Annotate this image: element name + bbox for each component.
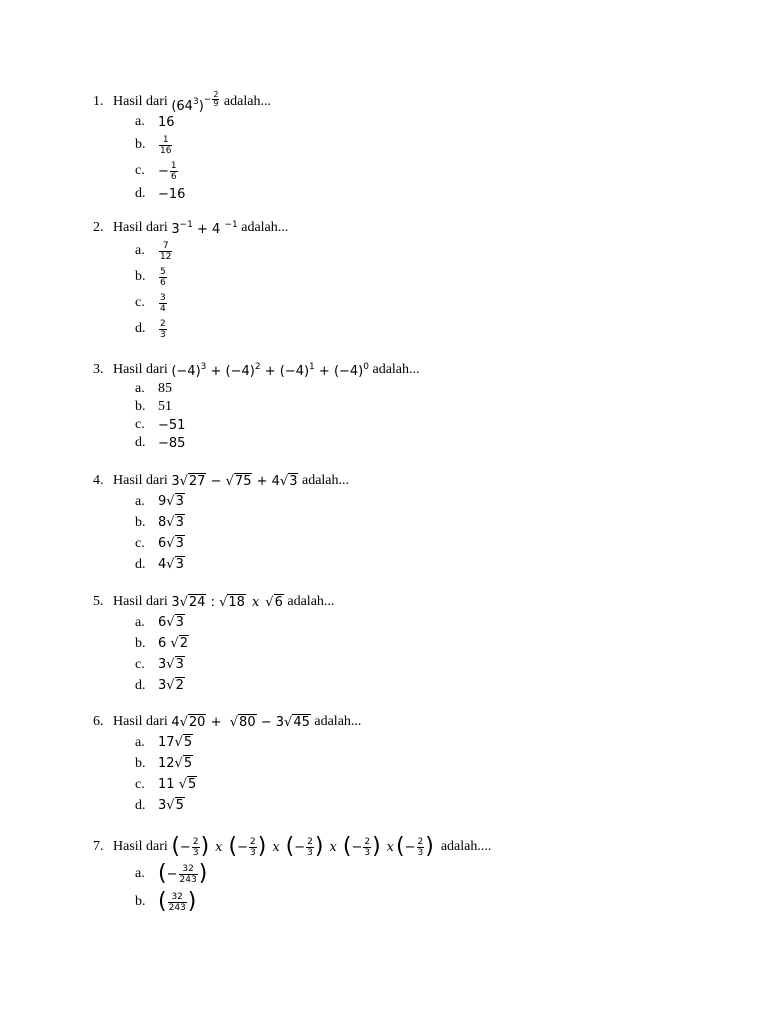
option-b[interactable]: b. 6 √2 [135, 635, 188, 651]
option-a[interactable]: a. 16 [135, 114, 175, 130]
option-d[interactable]: d. 4√3 [135, 556, 184, 572]
option-b[interactable]: b. $\frac{1}{16}$ [135, 134, 172, 156]
question-2 [93, 218, 288, 342]
option-value: −16 [158, 186, 186, 202]
option-b[interactable]: b. ( $\frac{32}{243}$ ) [135, 889, 197, 914]
option-a[interactable]: a. 85 [135, 381, 172, 396]
option-value: 16 [158, 114, 175, 130]
option-c[interactable]: c. 11 √5 [135, 776, 197, 792]
question-5-stem: 5. Hasil dari 3√24 : √18 x √6 adalah... [93, 594, 335, 610]
question-3 [93, 360, 420, 452]
option-b[interactable]: b. 51 [135, 399, 172, 414]
expression: 3√24 : √18 x √6 [171, 594, 283, 610]
option-c[interactable]: c. 3√3 [135, 656, 184, 672]
option-b[interactable]: b. 12√5 [135, 755, 193, 771]
option-d[interactable]: d. 3√2 [135, 677, 184, 693]
option-a[interactable]: a. ( − $\frac{32}{243}$ ) [135, 861, 208, 886]
option-a[interactable]: a. 17√5 [135, 734, 193, 750]
question-1 [93, 89, 271, 204]
question-lead: Hasil dari [113, 94, 168, 109]
option-b[interactable]: b. 8√3 [135, 514, 184, 530]
option-c[interactable]: c. − $\frac{1}{6}$ [135, 160, 177, 182]
option-d[interactable]: d. −16 [135, 186, 186, 202]
fraction: $\frac{1}{6}$ [170, 160, 177, 182]
question-4-stem: 4. Hasil dari 3√27 − √75 + 4√3 adalah... [93, 473, 350, 489]
question-2-stem: 2. Hasil dari $3^{-1} + 4$ $^{-1}$ adalah... [93, 219, 289, 237]
question-tail: adalah... [223, 94, 271, 109]
option-a[interactable]: a. $\frac{7}{12}$ [135, 240, 172, 262]
option-d[interactable]: d. −85 [135, 435, 186, 451]
question-4 [93, 471, 349, 575]
expression: 3√27 − √75 + 4√3 [171, 473, 298, 489]
expression: $3^{-1} + 4$ $^{-1}$ [171, 219, 238, 237]
option-c[interactable]: c. $\frac{3}{4}$ [135, 292, 166, 314]
option-c[interactable]: c. −51 [135, 417, 186, 433]
question-7 [93, 834, 491, 916]
expression: $(64^3)^{- \frac{2}{9}}$ [171, 89, 219, 114]
question-6-stem: 6. Hasil dari 4√20 + √80 − 3√45 adalah... [93, 714, 362, 730]
option-c[interactable]: c. 6√3 [135, 535, 184, 551]
question-1-stem [93, 89, 271, 114]
question-7-stem: 7. Hasil dari ( − $\frac{2}{3}$ ) x ( − $\frac{2}{3}$ ) x ( − $\frac{2}{3}$ ) x ( − $\frac{2}{3}$ ) x ( − $\frac{2}{3}$ ) adalah.... [93, 834, 492, 859]
question-6 [93, 712, 361, 816]
option-a[interactable]: a. 9√3 [135, 493, 184, 509]
option-d[interactable]: d. 3√5 [135, 797, 184, 813]
question-5 [93, 592, 334, 696]
option-b[interactable]: b. $\frac{5}{6}$ [135, 266, 166, 288]
fraction: $\frac{1}{16}$ [160, 134, 172, 156]
expression: $(-4)^3 + (-4)^2 + (-4)^1 + (-4)^0$ [171, 361, 369, 379]
question-3-stem: 3. Hasil dari $(-4)^3 + (-4)^2 + (-4)^1 + (-4)^0$ adalah... [93, 361, 420, 379]
option-d[interactable]: d. $\frac{2}{3}$ [135, 318, 166, 340]
expression: ( − $\frac{2}{3}$ ) x ( − $\frac{2}{3}$ ) x ( − $\frac{2}{3}$ ) x ( − $\frac{2}{3}$ ) x ( − $\frac{2}{3}$ ) [171, 834, 434, 859]
expression: 4√20 + √80 − 3√45 [171, 714, 310, 730]
question-number: 1. [93, 94, 104, 109]
option-a[interactable]: a. 6√3 [135, 614, 184, 630]
